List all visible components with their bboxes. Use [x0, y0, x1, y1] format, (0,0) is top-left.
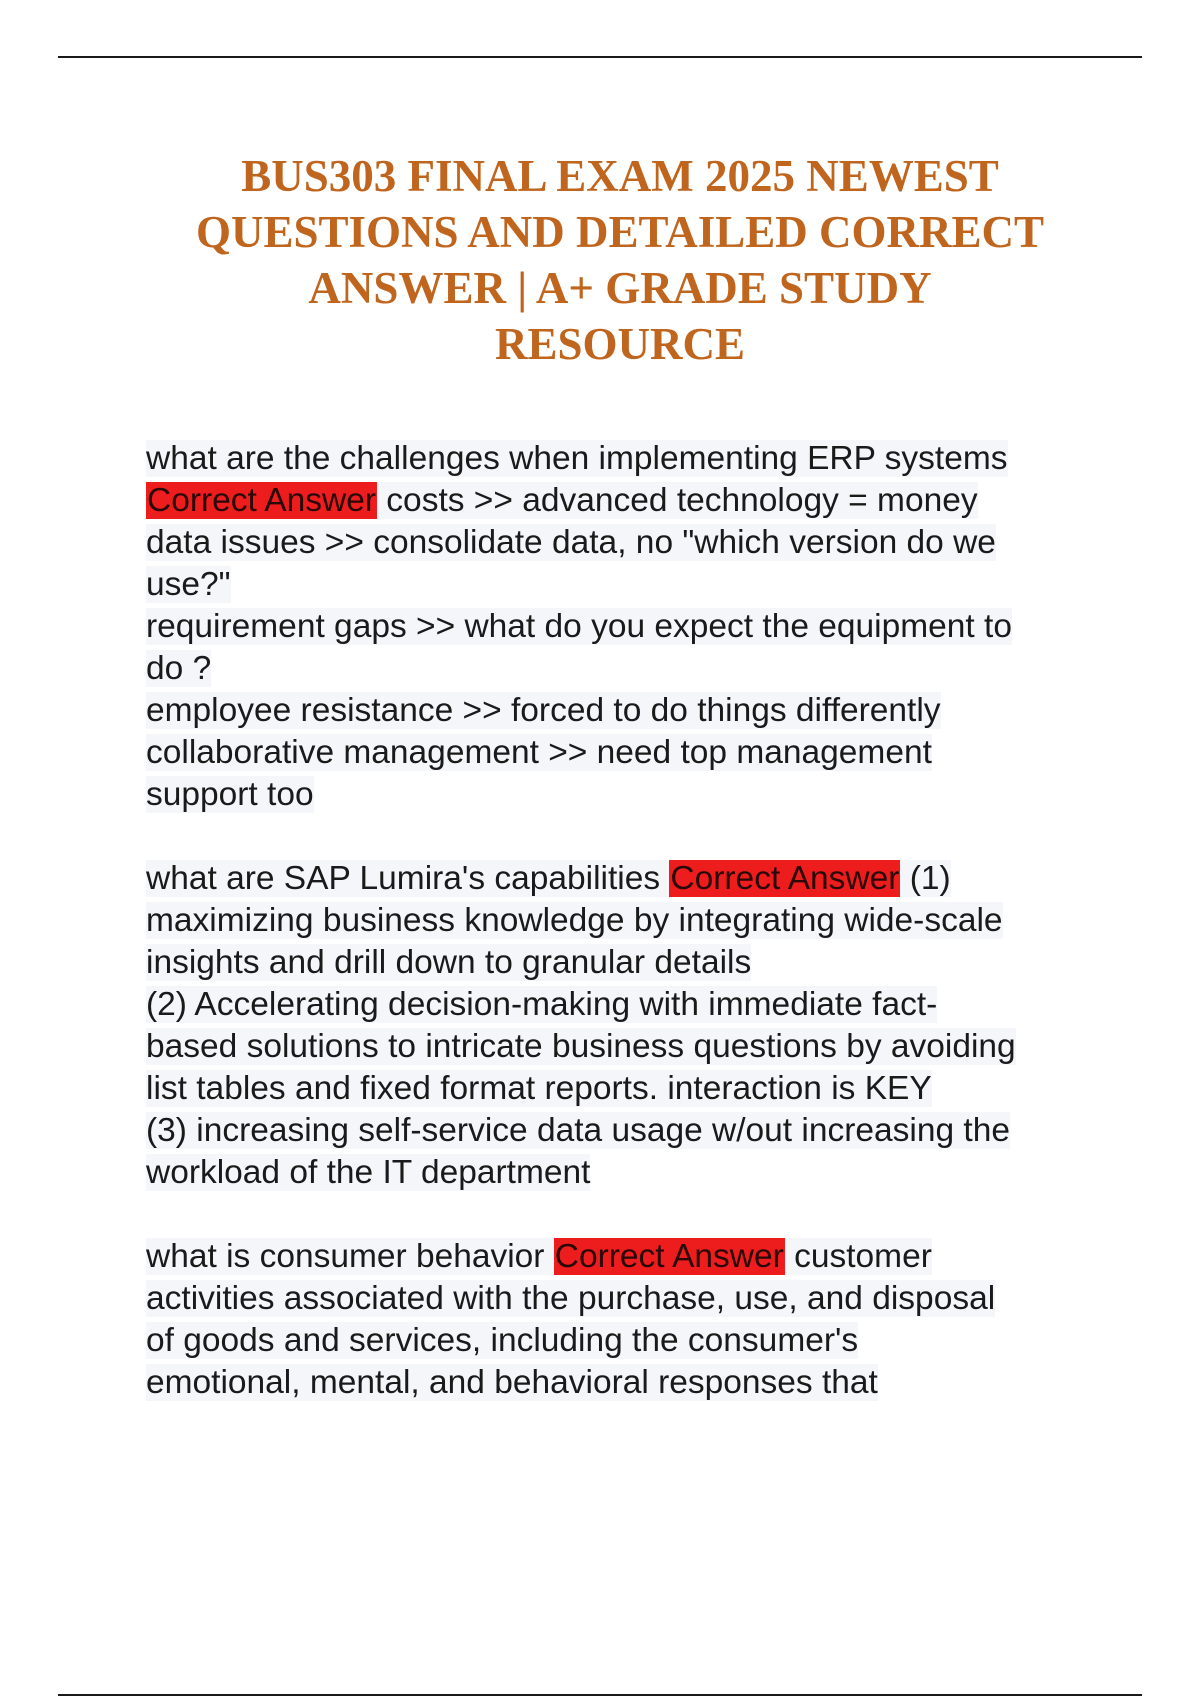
qa-line-text	[146, 566, 231, 603]
title-line: QUESTIONS AND DETAILED CORRECT	[195, 207, 1045, 257]
qa-line-text	[146, 1322, 858, 1359]
qa-text: emotional, mental, and behavioral responses that	[146, 1364, 878, 1401]
qa-text: what is consumer behavior	[146, 1238, 554, 1275]
qa-line-text	[146, 986, 937, 1023]
qa-line-text	[146, 1364, 878, 1401]
qa-line	[146, 648, 1094, 690]
qa-line-text	[146, 1238, 932, 1275]
bottom-rule	[58, 1694, 1142, 1696]
qa-line-text	[146, 776, 314, 813]
qa-content	[146, 438, 1094, 1446]
qa-text: (2) Accelerating decision-making with immediate fact-	[146, 986, 938, 1023]
qa-line	[146, 774, 1094, 816]
qa-line-text	[146, 1070, 932, 1107]
qa-text: activities associated with the purchase, use, and disposal	[146, 1280, 996, 1317]
qa-line-text	[146, 860, 951, 897]
qa-text: data issues >> consolidate data, no "which version do we	[146, 524, 996, 561]
qa-line-text	[146, 1112, 1010, 1149]
qa-line-text	[146, 1280, 995, 1317]
document-title	[130, 148, 1110, 372]
qa-text: do ?	[146, 650, 212, 687]
qa-text: what are SAP Lumira's capabilities	[146, 860, 670, 897]
qa-line	[146, 858, 1094, 900]
qa-line-text	[146, 692, 941, 729]
qa-line	[146, 480, 1094, 522]
qa-line	[146, 1362, 1094, 1404]
qa-line	[146, 1110, 1094, 1152]
answer-text: customer	[784, 1238, 932, 1275]
qa-line-text	[146, 524, 996, 561]
qa-text: (3) increasing self-service data usage w/out increasing the	[146, 1112, 1010, 1149]
qa-line	[146, 1320, 1094, 1362]
qa-line-text	[146, 734, 932, 771]
qa-text: list tables and fixed format reports. interaction is KEY	[146, 1070, 932, 1107]
qa-text: requirement gaps >> what do you expect the equipment to	[146, 608, 1012, 645]
correct-answer-label: Correct Answer	[147, 482, 376, 519]
qa-line	[146, 732, 1094, 774]
qa-line	[146, 606, 1094, 648]
top-rule	[58, 56, 1142, 58]
qa-line	[146, 900, 1094, 942]
qa-line-text	[146, 482, 978, 519]
qa-line	[146, 690, 1094, 732]
qa-line	[146, 1278, 1094, 1320]
qa-text: use?"	[146, 566, 231, 603]
correct-answer-label: Correct Answer	[670, 860, 900, 897]
qa-line-text	[146, 902, 1003, 939]
qa-line	[146, 942, 1094, 984]
title-line: ANSWER | A+ GRADE STUDY	[308, 263, 932, 313]
qa-text: maximizing business knowledge by integrating wide-scale	[146, 902, 1003, 939]
qa-line-text	[146, 1028, 1016, 1065]
qa-line-text	[146, 440, 1008, 477]
qa-line	[146, 984, 1094, 1026]
correct-answer-label: Correct Answer	[554, 1238, 784, 1275]
qa-line	[146, 1068, 1094, 1110]
qa-text: insights and drill down to granular details	[146, 944, 752, 981]
qa-line-text	[146, 650, 211, 687]
qa-line	[146, 522, 1094, 564]
answer-text: (1)	[900, 860, 951, 897]
qa-line	[146, 438, 1094, 480]
qa-text: collaborative management >> need top management	[146, 734, 932, 771]
qa-item	[146, 1236, 1094, 1404]
qa-text: what are the challenges when implementing ERP systems	[146, 440, 1008, 477]
qa-line	[146, 1026, 1094, 1068]
qa-line	[146, 1236, 1094, 1278]
answer-text: costs >> advanced technology = money	[377, 482, 978, 519]
qa-item	[146, 858, 1094, 1194]
title-line: BUS303 FINAL EXAM 2025 NEWEST	[241, 151, 999, 201]
qa-text: of goods and services, including the consumer's	[146, 1322, 859, 1359]
qa-line	[146, 1152, 1094, 1194]
qa-text: employee resistance >> forced to do things differently	[146, 692, 941, 729]
qa-line	[146, 564, 1094, 606]
qa-text: support too	[146, 776, 314, 813]
qa-text: workload of the IT department	[146, 1154, 591, 1191]
title-line: RESOURCE	[494, 319, 746, 369]
qa-item	[146, 438, 1094, 816]
qa-line-text	[146, 944, 751, 981]
qa-line-text	[146, 608, 1012, 645]
qa-line-text	[146, 1154, 590, 1191]
qa-text: based solutions to intricate business questions by avoiding	[146, 1028, 1016, 1065]
